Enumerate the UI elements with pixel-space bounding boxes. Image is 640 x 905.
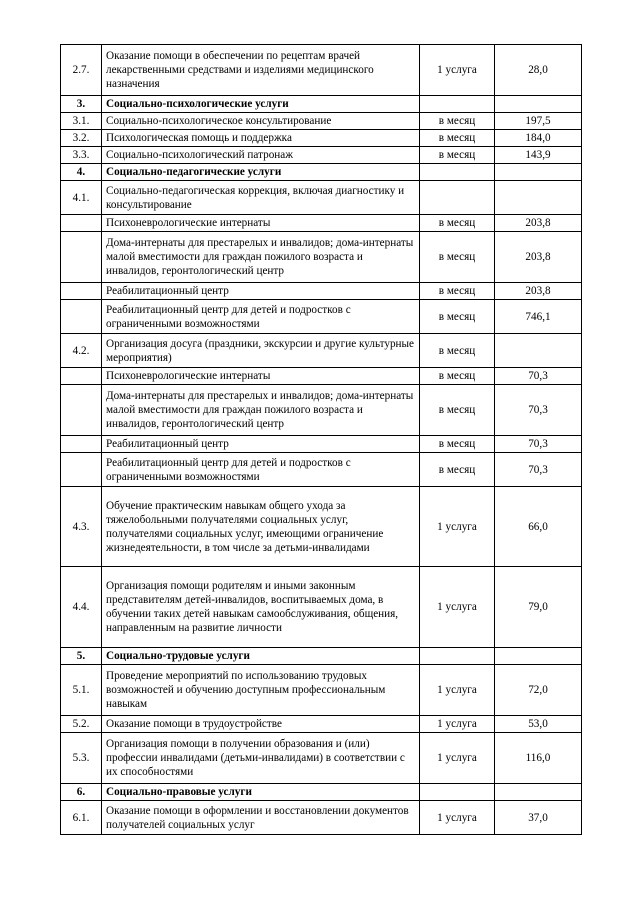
service-name: Психоневрологические интернаты — [102, 368, 420, 385]
service-price — [495, 334, 582, 368]
row-number: 6.1. — [61, 801, 102, 835]
service-unit: 1 услуга — [420, 733, 495, 784]
row-number: 5. — [61, 648, 102, 665]
row-number — [61, 215, 102, 232]
service-name: Реабилитационный центр для детей и подростков с ограниченными возможностями — [102, 453, 420, 487]
service-unit: в месяц — [420, 436, 495, 453]
service-unit — [420, 648, 495, 665]
row-number — [61, 385, 102, 436]
table-row — [61, 283, 582, 300]
service-name: Психоневрологические интернаты — [102, 215, 420, 232]
row-number: 4.3. — [61, 487, 102, 567]
row-number: 5.2. — [61, 716, 102, 733]
service-unit: в месяц — [420, 113, 495, 130]
service-unit — [420, 181, 495, 215]
service-price: 79,0 — [495, 567, 582, 648]
service-unit — [420, 784, 495, 801]
row-number — [61, 283, 102, 300]
service-price — [495, 96, 582, 113]
row-number — [61, 232, 102, 283]
service-price: 203,8 — [495, 232, 582, 283]
row-number: 2.7. — [61, 45, 102, 96]
service-unit: в месяц — [420, 453, 495, 487]
table-row — [61, 801, 582, 835]
section-row — [61, 648, 582, 665]
services-price-table — [60, 44, 582, 835]
service-unit: в месяц — [420, 385, 495, 436]
service-unit: в месяц — [420, 368, 495, 385]
table-row — [61, 453, 582, 487]
row-number: 3.2. — [61, 130, 102, 147]
service-unit: 1 услуга — [420, 45, 495, 96]
service-name: Социально-психологический патронаж — [102, 147, 420, 164]
row-number: 5.1. — [61, 665, 102, 716]
row-number: 3. — [61, 96, 102, 113]
row-number: 4. — [61, 164, 102, 181]
service-name: Дома-интернаты для престарелых и инвалидов; дома-интернаты малой вместимости для граждан пожилого возраста и инвалидов, геронтологический центр — [102, 232, 420, 283]
service-unit: в месяц — [420, 283, 495, 300]
service-name: Социально-психологическое консультирование — [102, 113, 420, 130]
service-unit: 1 услуга — [420, 665, 495, 716]
service-price: 70,3 — [495, 385, 582, 436]
service-price: 37,0 — [495, 801, 582, 835]
service-name: Оказание помощи в обеспечении по рецептам врачей лекарственными средствами и изделиями медицинского назначения — [102, 45, 420, 96]
service-price: 66,0 — [495, 487, 582, 567]
service-price: 197,5 — [495, 113, 582, 130]
table-row — [61, 147, 582, 164]
service-name: Организация помощи родителям и иными законным представителям детей-инвалидов, воспитываемых дома, в обучении таких детей навыкам самообслуживания, общения, направленным на развитие личности — [102, 567, 420, 648]
table-row — [61, 45, 582, 96]
service-price: 53,0 — [495, 716, 582, 733]
service-unit — [420, 96, 495, 113]
table-row — [61, 334, 582, 368]
table-row — [61, 733, 582, 784]
service-unit: в месяц — [420, 147, 495, 164]
service-name: Реабилитационный центр — [102, 283, 420, 300]
row-number — [61, 368, 102, 385]
table-row — [61, 130, 582, 147]
table-row — [61, 487, 582, 567]
service-name: Социально-педагогические услуги — [102, 164, 420, 181]
service-price — [495, 164, 582, 181]
service-price: 70,3 — [495, 368, 582, 385]
service-name: Социально-педагогическая коррекция, включая диагностику и консультирование — [102, 181, 420, 215]
service-unit: 1 услуга — [420, 801, 495, 835]
row-number — [61, 300, 102, 334]
service-name: Реабилитационный центр для детей и подростков с ограниченными возможностями — [102, 300, 420, 334]
service-name: Психологическая помощь и поддержка — [102, 130, 420, 147]
service-name: Обучение практическим навыкам общего ухода за тяжелобольными получателями социальных услуг, получателями социальных услуг, имеющими ограничение жизнедеятельности, в том числе за детьми-инвалидами — [102, 487, 420, 567]
row-number — [61, 436, 102, 453]
service-price: 116,0 — [495, 733, 582, 784]
service-name: Социально-психологические услуги — [102, 96, 420, 113]
service-name: Социально-трудовые услуги — [102, 648, 420, 665]
table-body — [61, 45, 582, 835]
section-row — [61, 164, 582, 181]
service-name: Организация помощи в получении образования и (или) профессии инвалидами (детьми-инвалидами) в соответствии с их способностями — [102, 733, 420, 784]
service-price: 70,3 — [495, 453, 582, 487]
service-name: Реабилитационный центр — [102, 436, 420, 453]
service-name: Оказание помощи в оформлении и восстановлении документов получателей социальных услуг — [102, 801, 420, 835]
service-price: 184,0 — [495, 130, 582, 147]
table-row — [61, 716, 582, 733]
table-row — [61, 232, 582, 283]
table-row — [61, 215, 582, 232]
service-name: Дома-интернаты для престарелых и инвалидов; дома-интернаты малой вместимости для граждан пожилого возраста и инвалидов, геронтологический центр — [102, 385, 420, 436]
service-price — [495, 181, 582, 215]
service-name: Социально-правовые услуги — [102, 784, 420, 801]
row-number: 4.4. — [61, 567, 102, 648]
row-number: 6. — [61, 784, 102, 801]
table-row — [61, 300, 582, 334]
service-price: 143,9 — [495, 147, 582, 164]
row-number — [61, 453, 102, 487]
table-row — [61, 665, 582, 716]
row-number: 3.3. — [61, 147, 102, 164]
table-row — [61, 567, 582, 648]
service-unit: 1 услуга — [420, 716, 495, 733]
service-price: 746,1 — [495, 300, 582, 334]
service-price — [495, 648, 582, 665]
service-price — [495, 784, 582, 801]
service-name: Организация досуга (праздники, экскурсии и другие культурные мероприятия) — [102, 334, 420, 368]
service-unit: в месяц — [420, 334, 495, 368]
row-number: 4.1. — [61, 181, 102, 215]
section-row — [61, 96, 582, 113]
service-name: Проведение мероприятий по использованию трудовых возможностей и обучению доступным профессиональным навыкам — [102, 665, 420, 716]
section-row — [61, 784, 582, 801]
service-unit: в месяц — [420, 215, 495, 232]
service-price: 70,3 — [495, 436, 582, 453]
table-row — [61, 436, 582, 453]
service-price: 72,0 — [495, 665, 582, 716]
service-unit: в месяц — [420, 232, 495, 283]
table-row — [61, 385, 582, 436]
row-number: 5.3. — [61, 733, 102, 784]
service-unit: 1 услуга — [420, 567, 495, 648]
service-unit — [420, 164, 495, 181]
table-row — [61, 368, 582, 385]
row-number: 4.2. — [61, 334, 102, 368]
table-row — [61, 181, 582, 215]
table-row — [61, 113, 582, 130]
service-price: 203,8 — [495, 215, 582, 232]
service-unit: в месяц — [420, 130, 495, 147]
service-price: 203,8 — [495, 283, 582, 300]
service-name: Оказание помощи в трудоустройстве — [102, 716, 420, 733]
service-price: 28,0 — [495, 45, 582, 96]
service-unit: в месяц — [420, 300, 495, 334]
service-unit: 1 услуга — [420, 487, 495, 567]
row-number: 3.1. — [61, 113, 102, 130]
